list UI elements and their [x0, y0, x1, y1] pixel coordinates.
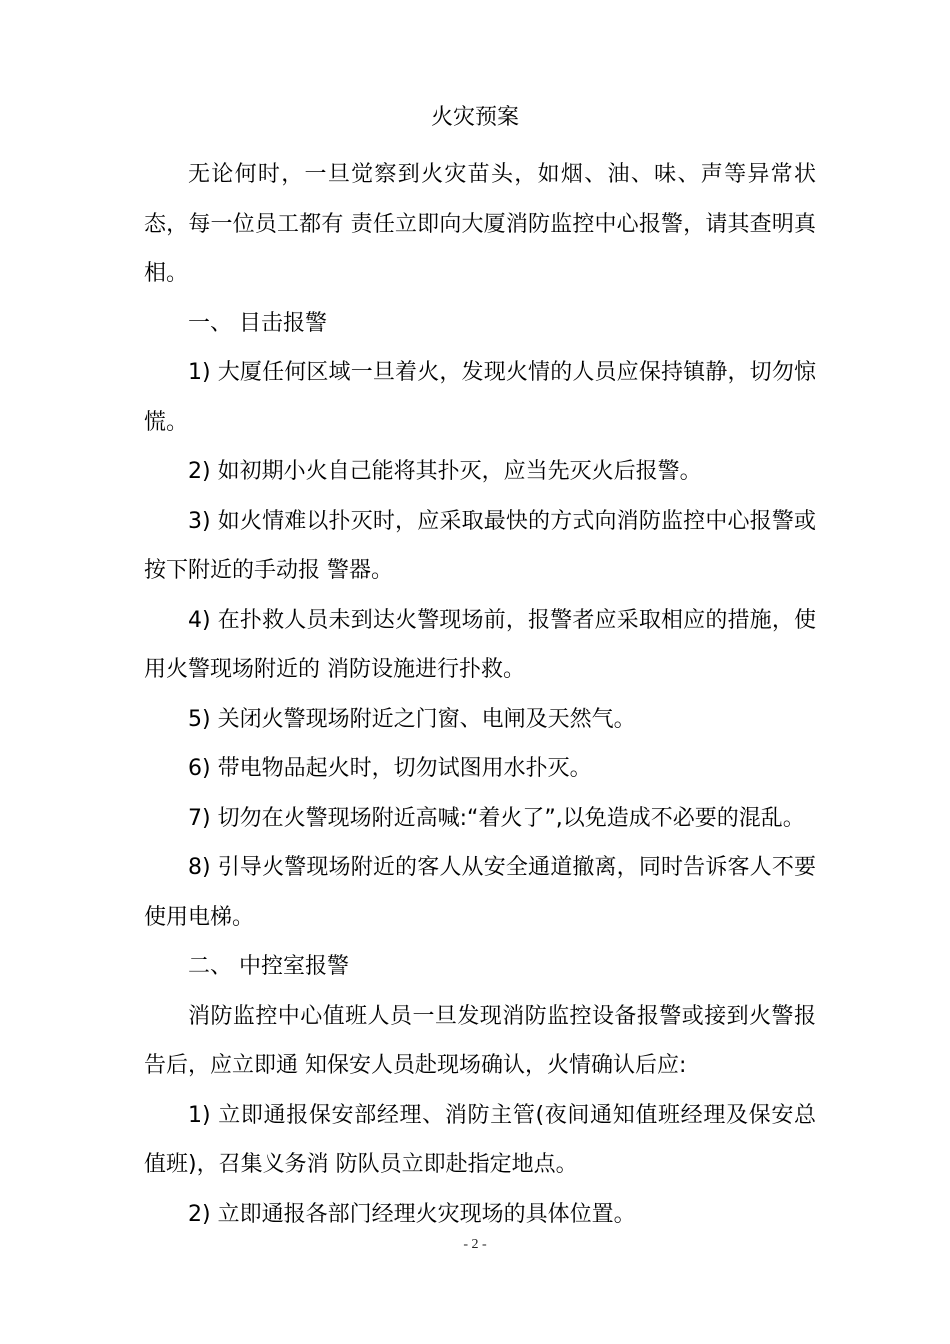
body-paragraph: 消防监控中心值班人员一旦发现消防监控设备报警或接到火警报告后，应立即通 知保安人员赴现场确认，火情确认后应:: [144, 1003, 816, 1078]
list-item: 5) 关闭火警现场附近之门窗、电闸及天然气。: [188, 706, 636, 732]
intro-paragraph: 无论何时，一旦觉察到火灾苗头，如烟、油、味、声等异常状态，每一位员工都有 责任立即向大厦消防监控中心报警，请其查明真相。: [144, 162, 816, 286]
page-number: - 2 -: [463, 1237, 487, 1252]
list-item: 4) 在扑救人员未到达火警现场前，报警者应采取相应的措施，使用火警现场附近的 消防设施进行扑救。: [144, 607, 816, 682]
section-heading-eyewitness: 一、 目击报警: [188, 310, 327, 336]
document-body: [144, 150, 816, 1239]
document-title: 火灾预案: [430, 105, 519, 130]
list-item: 7) 切勿在火警现场附近高喊:“着火了”,以免造成不必要的混乱。: [188, 805, 805, 831]
list-item: 1) 立即通报保安部经理、消防主管(夜间通知值班经理及保安总值班)，召集义务消 防队员立即赴指定地点。: [144, 1102, 816, 1177]
list-item: 2) 立即通报各部门经理火灾现场的具体位置。: [188, 1201, 636, 1227]
list-item: 3) 如火情难以扑灭时，应采取最快的方式向消防监控中心报警或按下附近的手动报 警器。: [144, 508, 816, 583]
list-item: 8) 引导火警现场附近的客人从安全通道撤离，同时告诉客人不要使用电梯。: [144, 855, 816, 930]
list-item: 6) 带电物品起火时，切勿试图用水扑灭。: [188, 756, 592, 781]
section-heading-control-room: 二、 中控室报警: [188, 954, 349, 979]
list-item: 1) 大厦任何区域一旦着火，发现火情的人员应保持镇静，切勿惊慌。: [144, 360, 816, 435]
list-item: 2) 如初期小火自己能将其扑灭，应当先灭火后报警。: [188, 459, 702, 484]
